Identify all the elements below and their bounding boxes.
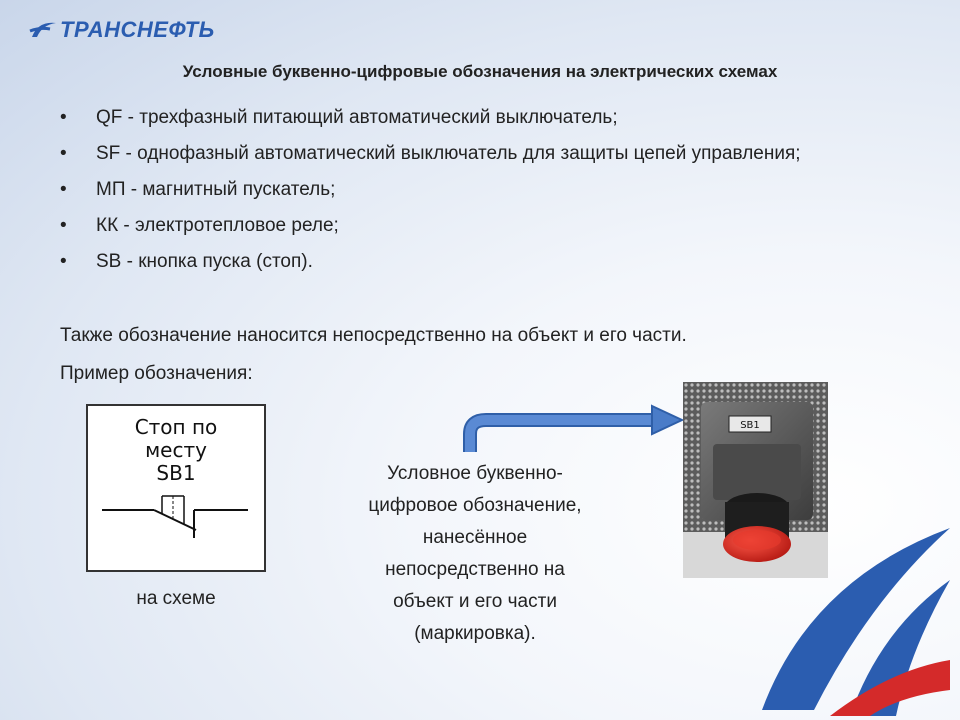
stop-button-symbol-icon — [88, 406, 264, 570]
bullet-list — [60, 104, 900, 284]
bullet-marker: • — [60, 179, 67, 200]
bullet-marker: • — [60, 107, 67, 128]
transneft-logo-icon — [28, 17, 58, 43]
logo-text: ТРАНСНЕФТЬ — [60, 17, 215, 42]
symbol-label: Стоп по месту SB1 — [134, 415, 218, 485]
company-logo — [28, 14, 215, 46]
list-item: • SB - кнопка пуска (стоп). — [60, 248, 900, 275]
paragraph-example: Пример обозначения: — [60, 363, 253, 384]
list-item: • МП - магнитный пускатель; — [60, 176, 900, 203]
list-item: • КК - электротепловое реле; — [60, 212, 900, 239]
decorative-swoosh-icon — [750, 520, 960, 720]
list-item: • QF - трехфазный питающий автоматический выключатель; — [60, 104, 900, 131]
bullet-marker: • — [60, 215, 67, 236]
bullet-marker: • — [60, 251, 67, 272]
marking-description: Условное буквенно- цифровое обозначение, нанесённое непосредственно на объект и его части (маркировка). — [368, 463, 582, 644]
list-item: • SF - однофазный автоматический выключатель для защиты цепей управления; — [60, 140, 900, 167]
paragraph-marking: Также обозначение наносится непосредственно на объект и его части. — [60, 325, 687, 346]
photo-tag-label: SB1 — [740, 420, 760, 431]
bullet-marker: • — [60, 143, 67, 164]
schematic-symbol-box — [86, 404, 266, 572]
arrow-right-icon — [460, 400, 685, 460]
caption-on-schema: на схеме — [136, 588, 216, 609]
slide-title: Условные буквенно-цифровые обозначения на электрических схемах — [182, 62, 778, 81]
